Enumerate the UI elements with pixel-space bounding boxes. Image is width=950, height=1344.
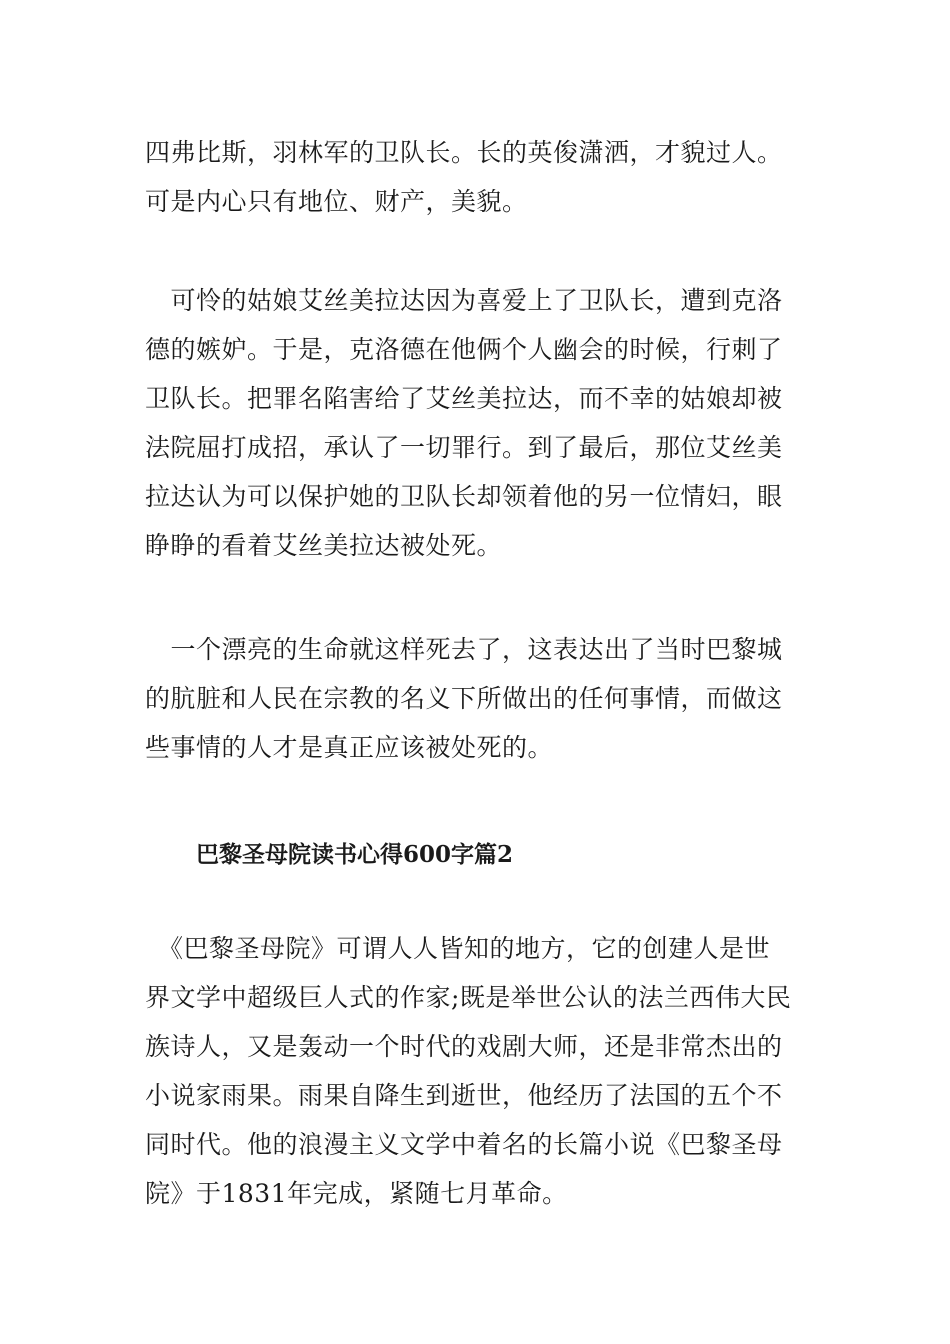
paragraph-line: 些事情的人才是真正应该被处死的。 [145, 733, 554, 762]
paragraph-line: 的肮脏和人民在宗教的名义下所做出的任何事情，而做这 [145, 684, 783, 713]
paragraph-line: 德的嫉妒。于是，克洛德在他俩个人幽会的时候，行刺了 [145, 335, 783, 364]
paragraph-line: 同时代。他的浪漫主义文学中着名的长篇小说《巴黎圣母 [145, 1130, 783, 1159]
paragraph-line: 一个漂亮的生命就这样死去了，这表达出了当时巴黎城 [145, 635, 783, 664]
paragraph-line: 法院屈打成招，承认了一切罪行。到了最后，那位艾丝美 [145, 433, 783, 462]
paragraph-phoebus [145, 128, 807, 226]
paragraph-line: 卫队长。把罪名陷害给了艾丝美拉达，而不幸的姑娘却被 [145, 384, 783, 413]
paragraph-hugo [145, 924, 807, 1218]
paragraph-esmeralda [145, 276, 807, 570]
section-heading: 巴黎圣母院读书心得600字篇2 [196, 841, 514, 868]
paragraph-line: 可怜的姑娘艾丝美拉达因为喜爱上了卫队长，遭到克洛 [145, 286, 783, 315]
paragraph-conclusion [145, 625, 807, 772]
paragraph-line: 可是内心只有地位、财产，美貌。 [145, 187, 528, 216]
paragraph-line: 族诗人，又是轰动一个时代的戏剧大师，还是非常杰出的 [145, 1032, 783, 1061]
paragraph-line: 睁睁的看着艾丝美拉达被处死。 [145, 531, 503, 560]
paragraph-line: 四弗比斯，羽林军的卫队长。长的英俊潇洒，才貌过人。 [145, 138, 783, 167]
paragraph-line: 《巴黎圣母院》可谓人人皆知的地方，它的创建人是世 [145, 934, 771, 963]
paragraph-line: 小说家雨果。雨果自降生到逝世，他经历了法国的五个不 [145, 1081, 783, 1110]
paragraph-line: 界文学中超级巨人式的作家;既是举世公认的法兰西伟大民 [145, 983, 792, 1012]
paragraph-line: 拉达认为可以保护她的卫队长却领着他的另一位情妇，眼 [145, 482, 783, 511]
paragraph-line: 院》于1831年完成，紧随七月革命。 [145, 1179, 568, 1208]
